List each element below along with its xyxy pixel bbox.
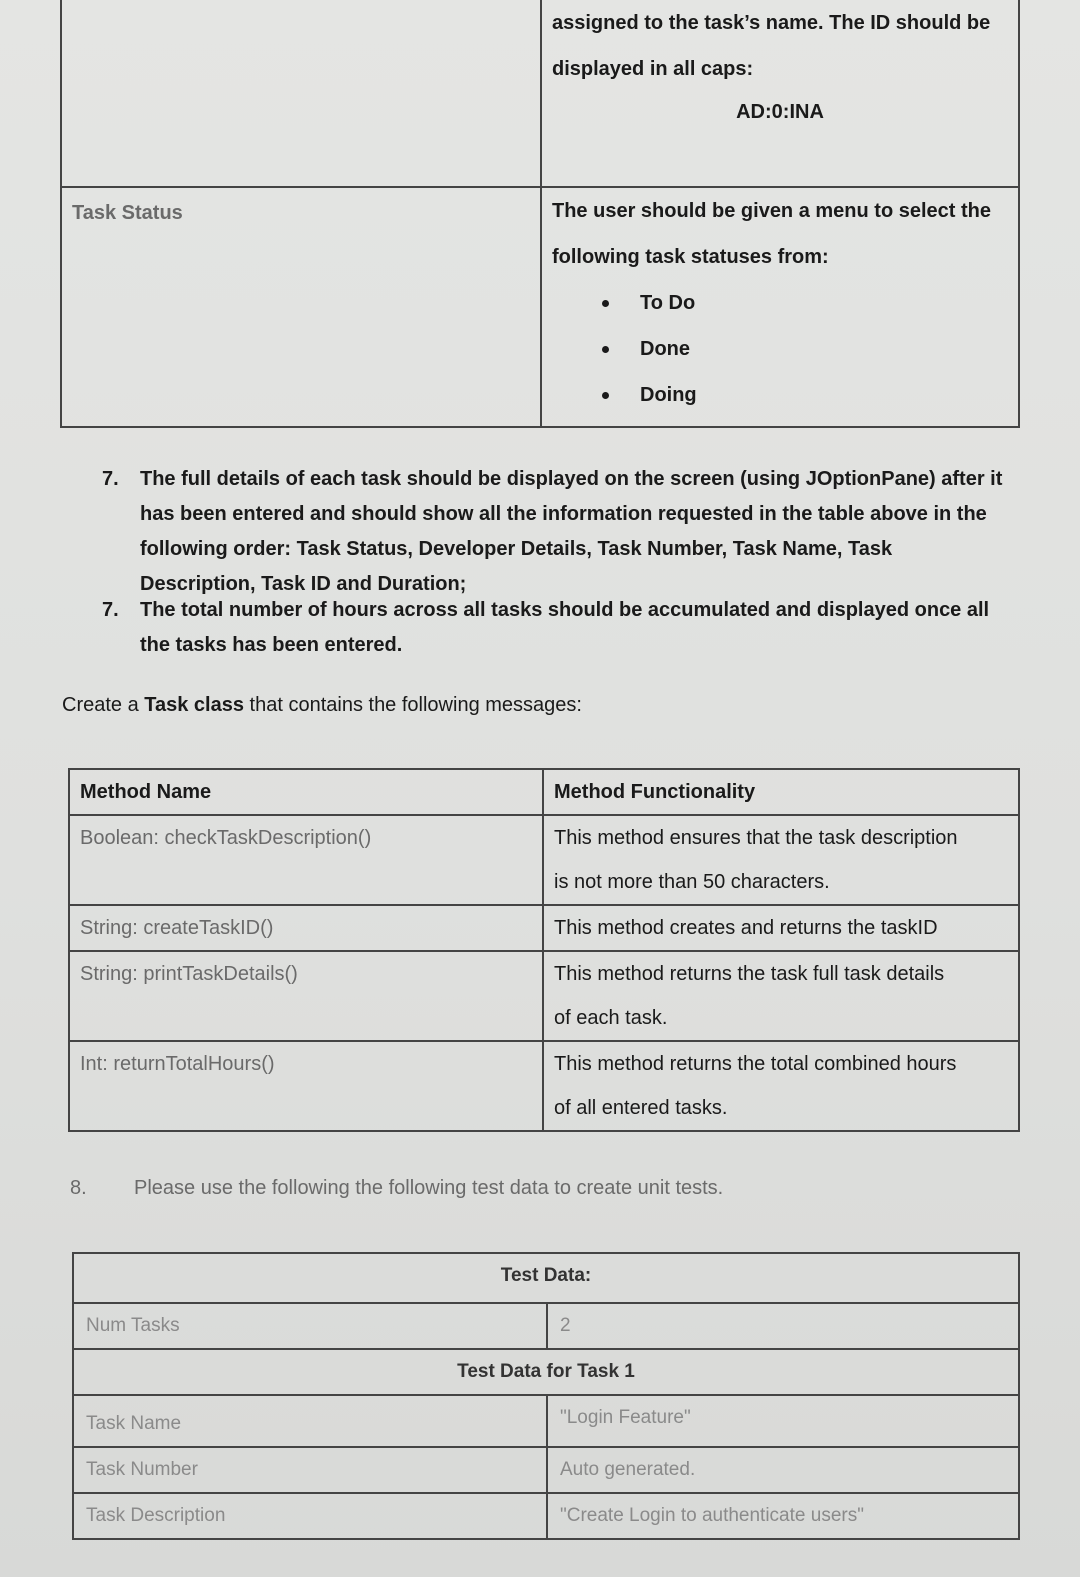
item-7b-line-2: the tasks has been entered. xyxy=(140,634,403,656)
task-number-label: Task Number xyxy=(86,1459,198,1480)
requirements-table xyxy=(60,0,1020,428)
method-name-check-description: Boolean: checkTaskDescription() xyxy=(80,827,372,849)
method-functionality-print-details: This method returns the task full task details of each task. xyxy=(554,963,945,1029)
table-row xyxy=(69,905,1019,951)
item-7a-line-1: The full details of each task should be displayed on the screen (using JOptionPane) after it xyxy=(140,468,1003,490)
class-intro-suffix: that contains the following messages: xyxy=(243,694,582,716)
task-id-description-cell xyxy=(541,0,1019,187)
table-row xyxy=(73,1395,1019,1447)
task1-title-row xyxy=(73,1349,1019,1395)
table-row xyxy=(73,1447,1019,1493)
task1-title: Test Data for Task 1 xyxy=(457,1361,635,1382)
method-header-row xyxy=(69,769,1019,815)
class-intro-bold: Task class xyxy=(144,694,244,716)
item-8-text: Please use the following the following test data to create unit tests. xyxy=(134,1177,724,1199)
class-intro-prefix: Create a xyxy=(62,694,145,716)
num-tasks-label: Num Tasks xyxy=(86,1315,180,1336)
method-functionality-header-cell xyxy=(543,769,1019,815)
task-status-description-cell xyxy=(541,187,1019,427)
task-name-label: Task Name xyxy=(86,1413,182,1434)
class-intro xyxy=(62,688,962,723)
item-number: 7. xyxy=(102,599,119,621)
method-name-header-cell xyxy=(69,769,543,815)
num-tasks-value: 2 xyxy=(560,1315,571,1336)
method-functionality-create-task-id: This method creates and returns the taskID xyxy=(554,917,938,939)
task-id-row xyxy=(61,0,1019,187)
item-7b-line-1: The total number of hours across all tasks should be accumulated and displayed once all xyxy=(140,599,990,621)
task-id-description-line-1: assigned to the task’s name. The ID should be xyxy=(552,12,991,34)
test-data-table xyxy=(72,1252,1020,1540)
task-status-label: Task Status xyxy=(72,202,183,224)
method-name-create-task-id: String: createTaskID() xyxy=(80,917,274,939)
task-status-label-cell xyxy=(61,187,541,427)
num-tasks-row xyxy=(73,1303,1019,1349)
status-item-to-do: To Do xyxy=(602,280,1008,326)
item-7-total-hours xyxy=(102,593,1040,663)
status-item-doing: Doing xyxy=(602,372,1008,418)
table-row xyxy=(73,1493,1019,1539)
method-functionality-header: Method Functionality xyxy=(554,781,756,803)
method-table xyxy=(68,768,1020,1132)
method-name-return-total-hours: Int: returnTotalHours() xyxy=(80,1053,275,1075)
item-7a-line-2: has been entered and should show all the information requested in the table above in the xyxy=(140,503,987,525)
task-id-label xyxy=(62,0,540,18)
method-functionality-return-total-hours: This method returns the total combined hours of all entered tasks. xyxy=(554,1053,957,1119)
task-status-description-line-1: The user should be given a menu to select the xyxy=(552,200,991,222)
item-8-unit-tests xyxy=(70,1171,1014,1206)
table-row xyxy=(69,951,1019,1041)
method-functionality-check-description: This method ensures that the task description is not more than 50 characters. xyxy=(554,827,958,893)
status-list xyxy=(552,280,1008,418)
table-row xyxy=(69,1041,1019,1131)
item-number: 8. xyxy=(70,1177,87,1199)
method-name-header: Method Name xyxy=(80,781,212,803)
task-description-value: "Create Login to authenticate users" xyxy=(560,1505,864,1526)
task-name-value: "Login Feature" xyxy=(560,1407,691,1428)
item-number: 7. xyxy=(102,468,119,490)
table-row xyxy=(69,815,1019,905)
item-7a-line-4: Description, Task ID and Duration; xyxy=(140,573,467,595)
method-name-print-details: String: printTaskDetails() xyxy=(80,963,298,985)
item-7-display-details xyxy=(102,462,1040,602)
test-data-title-row xyxy=(73,1253,1019,1303)
item-7a-line-3: following order: Task Status, Developer Details, Task Number, Task Name, Task xyxy=(140,538,893,560)
test-data-title: Test Data: xyxy=(500,1265,592,1286)
task-number-value: Auto generated. xyxy=(560,1459,696,1480)
task-status-row xyxy=(61,187,1019,427)
status-item-done: Done xyxy=(602,326,1008,372)
task-description-label: Task Description xyxy=(86,1505,226,1526)
task-status-description-line-2: following task statuses from: xyxy=(552,246,829,268)
task-id-description-line-2: displayed in all caps: xyxy=(552,58,754,80)
task-id-label-cell xyxy=(61,0,541,187)
task-id-example: AD:0:INA xyxy=(736,101,824,123)
